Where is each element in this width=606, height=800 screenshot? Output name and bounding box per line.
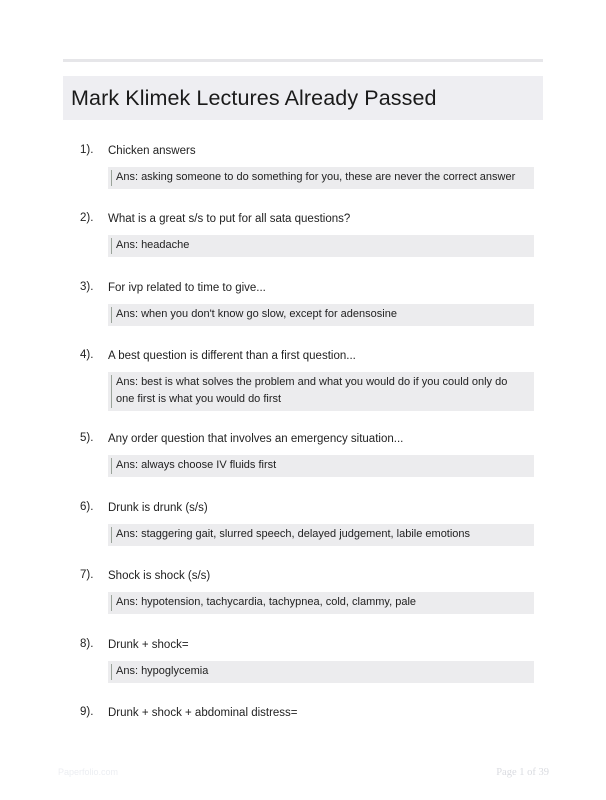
page-number: Page 1 of 39 xyxy=(496,767,549,778)
title-band xyxy=(63,76,543,120)
question-text: For ivp related to time to give... xyxy=(108,282,266,294)
answer-box: Ans: asking someone to do something for you, these are never the correct answer xyxy=(108,167,534,189)
question-text: Drunk + shock= xyxy=(108,639,189,651)
answer-box: Ans: staggering gait, slurred speech, delayed judgement, labile emotions xyxy=(108,524,534,546)
question-number: 8). xyxy=(80,638,94,650)
question-text: Shock is shock (s/s) xyxy=(108,570,211,582)
question-number: 2). xyxy=(80,212,94,224)
question-number: 4). xyxy=(80,349,94,361)
question-text: Drunk + shock + abdominal distress= xyxy=(108,707,298,719)
answer-box: Ans: hypoglycemia xyxy=(108,661,534,683)
question-number: 9). xyxy=(80,706,94,718)
page-title: Mark Klimek Lectures Already Passed xyxy=(71,85,437,110)
question-number: 1). xyxy=(80,144,94,156)
question-number: 3). xyxy=(80,281,94,293)
question-text: Chicken answers xyxy=(108,145,196,157)
question-text: Any order question that involves an emergency situation... xyxy=(108,433,404,445)
answer-box: Ans: headache xyxy=(108,235,534,257)
answer-box: Ans: best is what solves the problem and what you would do if you could only do one first is what you would do first xyxy=(108,372,534,411)
question-number: 6). xyxy=(80,501,94,513)
question-number: 7). xyxy=(80,569,94,581)
question-text: A best question is different than a first question... xyxy=(108,350,356,362)
question-text: What is a great s/s to put for all sata questions? xyxy=(108,213,351,225)
answer-box: Ans: when you don't know go slow, except for adensosine xyxy=(108,304,534,326)
top-divider xyxy=(63,59,543,62)
question-text: Drunk is drunk (s/s) xyxy=(108,502,208,514)
answer-box: Ans: always choose IV fluids first xyxy=(108,455,534,477)
question-number: 5). xyxy=(80,432,94,444)
answer-box: Ans: hypotension, tachycardia, tachypnea, cold, clammy, pale xyxy=(108,592,534,614)
footer-site-link[interactable]: Paperfolio.com xyxy=(58,767,119,777)
